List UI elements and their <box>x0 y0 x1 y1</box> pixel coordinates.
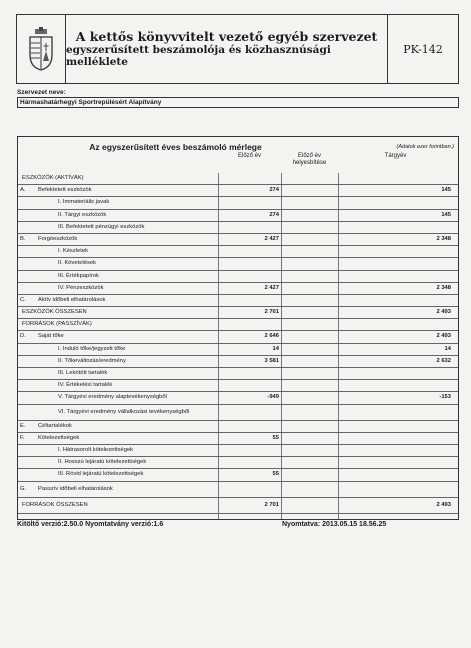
row-label: Befektetett eszközök <box>38 187 92 194</box>
table-row <box>18 271 458 283</box>
row-label: IV. Pénzeszközök <box>58 284 104 291</box>
row-label: II. Tárgyi eszközök <box>58 211 107 218</box>
print-timestamp: Nyomtatva: 2013.05.15 18.56.25 <box>282 521 387 528</box>
table-row <box>18 498 458 514</box>
prev-year-value[interactable]: 55 <box>272 434 279 441</box>
prev-year-value[interactable]: 274 <box>269 187 279 194</box>
row-label: Passzív időbeli elhatárolások <box>38 485 113 492</box>
row-label: V. Tárgyévi eredmény alaptevékenységből <box>58 394 167 401</box>
table-row <box>18 222 458 234</box>
prev-year-value[interactable]: 274 <box>269 211 279 218</box>
table-row <box>18 445 458 457</box>
table-row <box>18 258 458 270</box>
organization-label: Szervezet neve: <box>17 89 66 96</box>
row-marker: B. <box>20 235 26 242</box>
row-label: I. Immateriális javak <box>58 199 110 206</box>
current-year-value[interactable]: 145 <box>441 187 451 194</box>
table-row <box>18 307 458 319</box>
row-label: IV. Értékelési tartalék <box>58 382 113 389</box>
column-header-prev-year-correction: Előző év helyesbítése <box>292 153 327 166</box>
row-label: FORRÁSOK ÖSSZESEN <box>22 501 88 508</box>
current-year-value[interactable]: -153 <box>439 394 451 401</box>
current-year-value[interactable]: 2 348 <box>436 284 451 291</box>
form-header <box>16 14 459 84</box>
row-label: III. Befektetett pénzügyi eszközök <box>58 223 145 230</box>
table-row <box>18 344 458 356</box>
current-year-value[interactable]: 2 632 <box>436 357 451 364</box>
unit-note: (Adatok ezer forintban.) <box>396 144 454 150</box>
balance-rows <box>18 173 458 514</box>
table-row <box>18 482 458 498</box>
table-row <box>18 356 458 368</box>
prev-year-value[interactable]: 14 <box>272 345 279 352</box>
table-row <box>18 283 458 295</box>
prev-year-value[interactable]: -949 <box>267 394 279 401</box>
row-label: I. Készletek <box>58 248 88 255</box>
table-row <box>18 405 458 421</box>
version-info: Kitöltő verzió:2.50.0 Nyomtatvány verzió:1.6 <box>17 521 164 528</box>
table-row <box>18 457 458 469</box>
table-row <box>18 469 458 481</box>
balance-sheet <box>17 136 459 520</box>
table-row <box>18 319 458 331</box>
table-row <box>18 210 458 222</box>
row-label: ESZKÖZÖK ÖSSZESEN <box>22 309 87 316</box>
row-label: Forgóeszközök <box>38 235 78 242</box>
prev-year-value[interactable]: 2 427 <box>264 235 279 242</box>
form-subtitle: egyszerűsített beszámolója és közhasznúsági melléklete <box>66 44 331 69</box>
organization-name-field[interactable]: Hármashatárhegyi Sportrepülésért Alapítvány <box>17 97 459 108</box>
prev-year-value[interactable]: 55 <box>272 471 279 478</box>
row-label: ESZKÖZÖK (AKTÍVÁK) <box>22 175 84 181</box>
table-row <box>18 246 458 258</box>
form-title: A kettős könyvvitelt vezető egyéb szervezet <box>75 28 378 44</box>
row-marker: A. <box>20 187 26 194</box>
current-year-value[interactable]: 2 493 <box>436 501 451 508</box>
row-label: I. Hátrasorolt kötelezettségek <box>58 446 134 453</box>
row-marker: E. <box>20 422 26 429</box>
current-year-value[interactable]: 2 348 <box>436 235 451 242</box>
current-year-value[interactable]: 14 <box>444 345 451 352</box>
row-label: III. Értékpapírok <box>58 272 99 279</box>
table-row <box>18 331 458 343</box>
current-year-value[interactable]: 2 493 <box>436 309 451 316</box>
row-label: II. Hosszú lejáratú kötelezettségek <box>58 459 147 466</box>
table-row <box>18 197 458 209</box>
table-row <box>18 392 458 404</box>
table-row <box>18 185 458 197</box>
table-row <box>18 368 458 380</box>
prev-year-value[interactable]: 2 646 <box>264 333 279 340</box>
prev-year-value[interactable]: 2 701 <box>264 501 279 508</box>
row-label: Céltartalékok <box>38 422 72 429</box>
column-header-current-year: Tárgyév <box>384 153 407 159</box>
table-row <box>18 421 458 433</box>
row-marker: G. <box>20 485 27 492</box>
row-label: III. Rövid lejáratú kötelezettségek <box>58 471 144 478</box>
current-year-value[interactable]: 145 <box>441 211 451 218</box>
row-label: VI. Tárgyévi eredmény vállalkozási tevékenységből <box>58 408 190 415</box>
row-label: Aktív időbeli elhatárolások <box>38 296 106 303</box>
row-label: Saját tőke <box>38 333 64 340</box>
balance-sheet-title: Az egyszerűsített éves beszámoló mérlege <box>89 142 262 152</box>
row-label: II. Tőkeváltozás/eredmény <box>58 357 126 364</box>
row-marker: C. <box>20 296 26 303</box>
current-year-value[interactable]: 2 493 <box>436 333 451 340</box>
row-label: II. Követelések <box>58 260 97 267</box>
row-label: Kötelezettségek <box>38 434 80 441</box>
table-row <box>18 234 458 246</box>
row-label: I. Induló tőke/jegyzett tőke <box>58 345 126 352</box>
column-header-prev-year: Előző év <box>237 153 261 159</box>
form-code: PK-142 <box>387 15 458 83</box>
table-row <box>18 433 458 445</box>
prev-year-value[interactable]: 3 581 <box>264 357 279 364</box>
row-label: III. Lekötött tartalék <box>58 370 108 376</box>
prev-year-value[interactable]: 2 427 <box>264 284 279 291</box>
table-row <box>18 173 458 185</box>
prev-year-value[interactable]: 2 701 <box>264 309 279 316</box>
table-row <box>18 295 458 307</box>
row-marker: F. <box>20 434 25 441</box>
table-row <box>18 380 458 392</box>
row-label: FORRÁSOK (PASSZÍVÁK) <box>22 321 92 328</box>
coat-of-arms-icon <box>17 15 66 83</box>
row-marker: D. <box>20 333 26 340</box>
